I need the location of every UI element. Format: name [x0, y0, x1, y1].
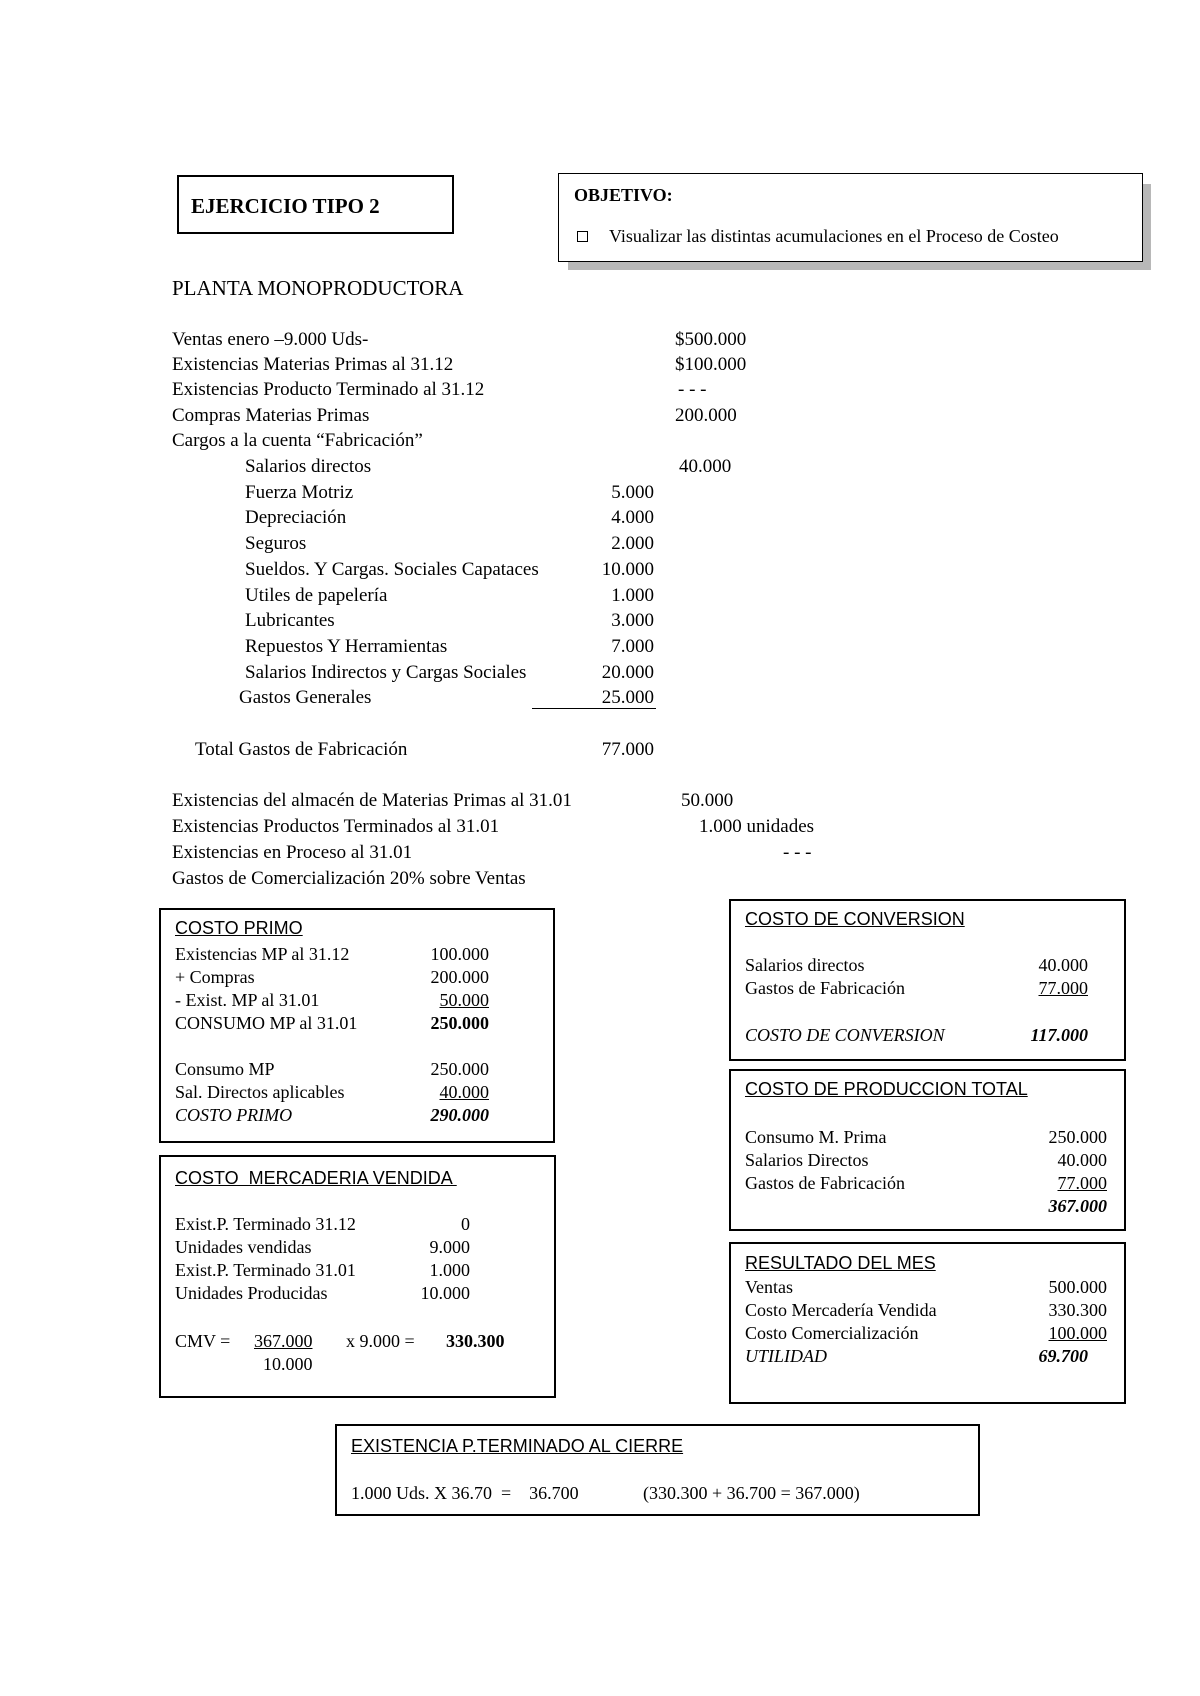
- cmv-denominator: 10.000: [263, 1354, 313, 1374]
- exercise-title-box: [177, 175, 454, 234]
- fab-item-label: Salarios Indirectos y Cargas Sociales: [245, 662, 527, 683]
- cmv-result: 330.300: [446, 1331, 505, 1351]
- existencia-cierre-box: [335, 1424, 980, 1516]
- produccion-row: Gastos de Fabricación 77.000: [745, 1173, 1107, 1193]
- resultado-row: Ventas 500.000: [745, 1277, 1107, 1297]
- fab-item-value: 4.000: [611, 507, 654, 528]
- fab-item-label: Lubricantes: [245, 610, 335, 631]
- costo-primo-row: + Compras 200.000: [175, 967, 489, 987]
- line-ventas-label: Ventas enero –9.000 Uds-: [172, 329, 369, 350]
- exist-mp-3101-value: 50.000: [681, 790, 734, 811]
- line-exist-mp-value: $100.000: [675, 354, 747, 375]
- gastos-comercializacion-label: Gastos de Comercialización 20% sobre Ventas: [172, 868, 526, 889]
- cmv-row: Unidades vendidas 9.000: [175, 1237, 470, 1257]
- costo-conversion-box: [729, 899, 1126, 1061]
- line-ventas-value: $500.000: [675, 329, 747, 350]
- section-title: PLANTA MONOPRODUCTORA: [172, 276, 464, 300]
- cmv-label: CMV =: [175, 1331, 231, 1351]
- exist-pt-3101-value: 1.000 unidades: [699, 816, 815, 837]
- line-cargos-label: Cargos a la cuenta “Fabricación”: [172, 430, 423, 451]
- fab-item-value: 3.000: [611, 610, 654, 631]
- line-exist-pt-label: Existencias Producto Terminado al 31.12: [172, 379, 485, 400]
- fab-item-value: 20.000: [601, 662, 654, 683]
- conversion-row: Gastos de Fabricación 77.000: [745, 978, 1088, 998]
- conversion-row: Salarios directos 40.000: [745, 955, 1088, 975]
- objective-item: Visualizar las distintas acumulaciones en el Proceso de Costeo: [609, 226, 1059, 246]
- exist-mp-3101-label: Existencias del almacén de Materias Primas al 31.01: [172, 790, 572, 811]
- fab-item-label: Seguros: [245, 533, 307, 554]
- exist-proceso-label: Existencias en Proceso al 31.01: [172, 842, 413, 863]
- line-compras-label: Compras Materias Primas: [172, 405, 370, 426]
- checkbox-bullet-icon: [577, 231, 588, 242]
- objective-heading: OBJETIVO:: [574, 185, 673, 205]
- fab-item-label: Depreciación: [245, 507, 347, 528]
- fab-item-value: 1.000: [611, 585, 654, 606]
- existencia-cierre-calc: 1.000 Uds. X 36.70 = 36.700: [351, 1483, 579, 1503]
- fab-item-value: 10.000: [601, 559, 654, 580]
- fab-item-label: Utiles de papelería: [245, 585, 388, 606]
- fab-item-value: 5.000: [611, 482, 654, 503]
- fab-item-value: 2.000: [611, 533, 654, 554]
- resultado-row: Costo Comercialización 100.000: [745, 1323, 1107, 1343]
- cmv-row: Unidades Producidas 10.000: [175, 1283, 470, 1303]
- resultado-title: RESULTADO DEL MES: [745, 1253, 936, 1273]
- fab-item-label: Repuestos Y Herramientas: [245, 636, 448, 657]
- line-exist-pt-value: - - -: [678, 379, 707, 400]
- costo-primo-row: Existencias MP al 31.12 100.000: [175, 944, 489, 964]
- existencia-cierre-check: (330.300 + 36.700 = 367.000): [643, 1483, 860, 1503]
- costo-produccion-box: [729, 1069, 1126, 1231]
- costo-primo-total-row: COSTO PRIMO 290.000: [175, 1105, 489, 1125]
- costo-primo-box: [159, 908, 555, 1143]
- exist-pt-3101-label: Existencias Productos Terminados al 31.01: [172, 816, 500, 837]
- cmv-times: x 9.000 =: [346, 1331, 415, 1351]
- salarios-directos-value: 40.000: [679, 456, 732, 477]
- costo-mercaderia-title: COSTO MERCADERIA VENDIDA: [175, 1168, 457, 1188]
- exist-proceso-value: - - -: [783, 842, 812, 863]
- fab-item-label: Fuerza Motriz: [245, 482, 354, 503]
- fab-item-label: Gastos Generales: [239, 687, 372, 708]
- resultado-total-row: UTILIDAD 69.700: [745, 1346, 1088, 1366]
- costo-primo-title: COSTO PRIMO: [175, 918, 303, 938]
- exercise-title: EJERCICIO TIPO 2: [191, 194, 380, 218]
- costo-primo-row: - Exist. MP al 31.01 50.000: [175, 990, 489, 1010]
- cmv-numerator: 367.000: [254, 1331, 313, 1351]
- conversion-total-row: COSTO DE CONVERSION 117.000: [745, 1025, 1088, 1045]
- total-gastos-value: 77.000: [601, 739, 654, 760]
- costo-conversion-title: COSTO DE CONVERSION: [745, 909, 965, 929]
- produccion-row: Consumo M. Prima 250.000: [745, 1127, 1107, 1147]
- costo-mercaderia-box: [159, 1155, 556, 1398]
- fab-item-value: 7.000: [611, 636, 654, 657]
- costo-primo-row: CONSUMO MP al 31.01 250.000: [175, 1013, 489, 1033]
- subtotal-underline: [532, 708, 656, 709]
- costo-primo-row: Sal. Directos aplicables 40.000: [175, 1082, 489, 1102]
- line-compras-value: 200.000: [675, 405, 737, 426]
- existencia-cierre-title: EXISTENCIA P.TERMINADO AL CIERRE: [351, 1436, 684, 1456]
- salarios-directos-label: Salarios directos: [245, 456, 372, 477]
- costo-produccion-title: COSTO DE PRODUCCION TOTAL: [745, 1079, 1028, 1099]
- costo-primo-row: Consumo MP 250.000: [175, 1059, 489, 1079]
- produccion-row: Salarios Directos 40.000: [745, 1150, 1107, 1170]
- total-gastos-label: Total Gastos de Fabricación: [195, 739, 408, 760]
- fab-item-label: Sueldos. Y Cargas. Sociales Capataces: [245, 559, 539, 580]
- cmv-row: Exist.P. Terminado 31.12 0: [175, 1214, 470, 1234]
- resultado-box: [729, 1242, 1126, 1404]
- resultado-row: Costo Mercadería Vendida 330.300: [745, 1300, 1107, 1320]
- produccion-total-row: 367.000: [1048, 1196, 1107, 1216]
- fab-item-value: 25.000: [601, 687, 654, 708]
- line-exist-mp-label: Existencias Materias Primas al 31.12: [172, 354, 454, 375]
- objective-box: [558, 173, 1143, 262]
- cmv-row: Exist.P. Terminado 31.01 1.000: [175, 1260, 470, 1280]
